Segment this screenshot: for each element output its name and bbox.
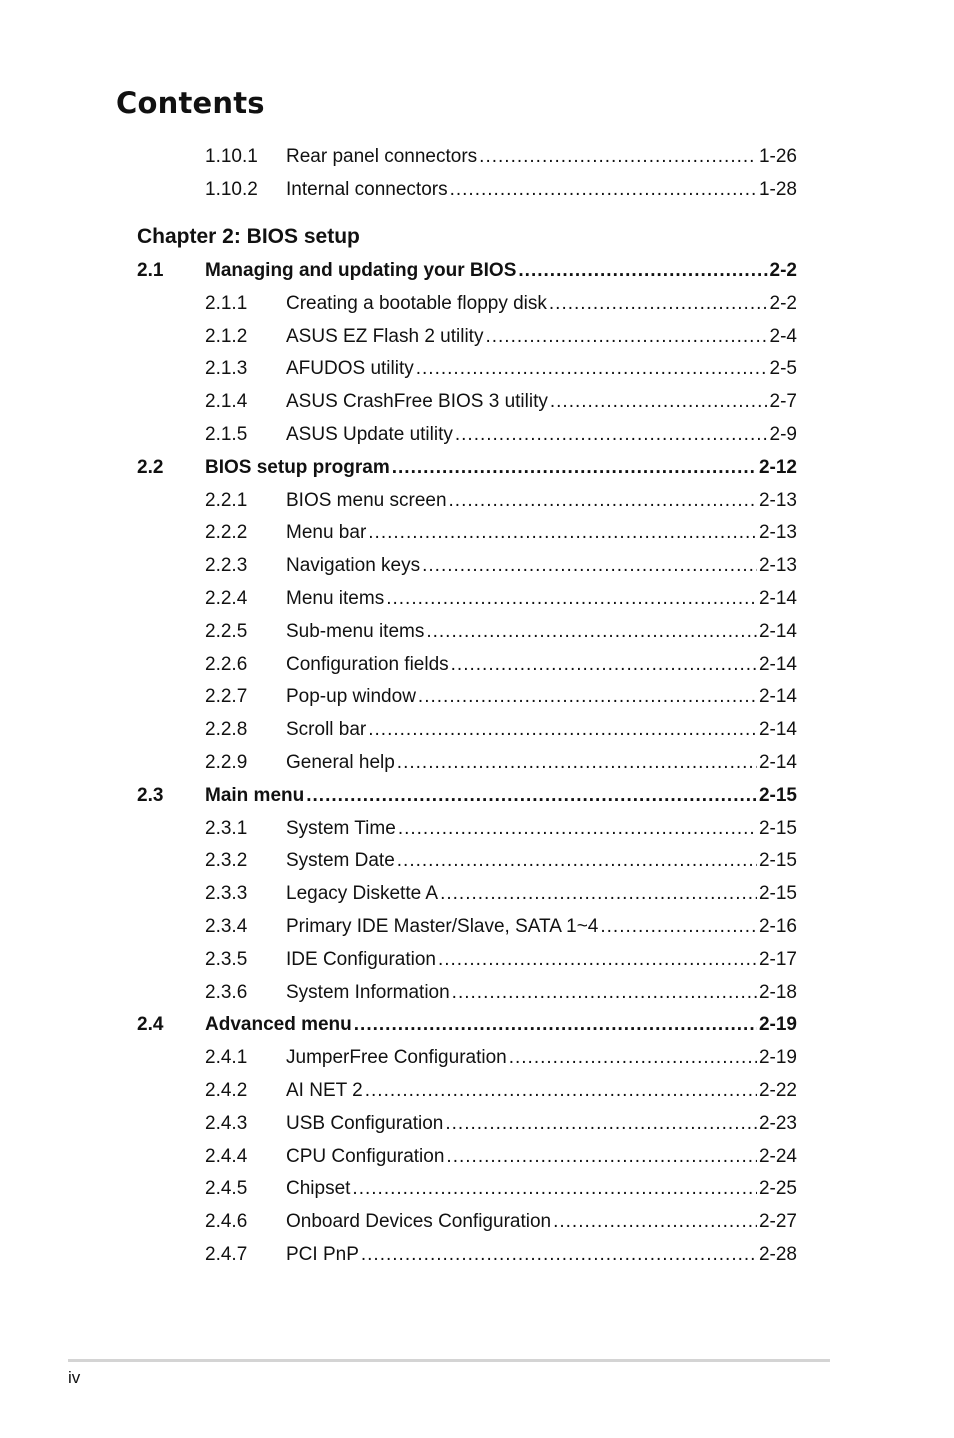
toc-entry-label: IDE Configuration (286, 949, 436, 970)
toc-entry-page: 2-15 (758, 785, 797, 806)
toc-entry-label: Configuration fields (286, 654, 449, 675)
dot-leader (485, 325, 767, 349)
toc-subsection-entry[interactable] (0, 915, 954, 939)
dot-leader (451, 653, 757, 677)
toc-entry-line (286, 521, 797, 545)
dot-leader (479, 145, 757, 169)
dot-leader (361, 1243, 757, 1267)
dot-leader (397, 751, 757, 775)
toc-entry-number: 2.2.7 (205, 686, 248, 707)
toc-entry-label: ASUS CrashFree BIOS 3 utility (286, 391, 548, 412)
toc-entry-line (286, 1046, 797, 1070)
toc-entry-page: 1-26 (758, 146, 797, 167)
toc-entry-page: 2-14 (758, 654, 797, 675)
toc-entry-label: System Information (286, 982, 450, 1003)
toc-entry-line (286, 390, 797, 414)
toc-section-entry[interactable] (0, 259, 954, 283)
toc-entry-number: 2.4.3 (205, 1113, 248, 1134)
toc-entry-number: 1.10.1 (205, 146, 258, 167)
toc-entry-line (286, 587, 797, 611)
toc-entry-label: BIOS menu screen (286, 490, 447, 511)
toc-subsection-entry[interactable] (0, 685, 954, 709)
toc-section-entry[interactable] (0, 456, 954, 480)
toc-entry-page: 2-14 (758, 621, 797, 642)
toc-subsection-entry[interactable] (0, 948, 954, 972)
toc-subsection-entry[interactable] (0, 817, 954, 841)
toc-entry-number: 1.10.2 (205, 179, 258, 200)
toc-entry-line (205, 784, 797, 808)
toc-entry-label: Navigation keys (286, 555, 421, 576)
toc-entry-number: 2.2.5 (205, 621, 248, 642)
toc-subsection-entry[interactable] (0, 489, 954, 513)
dot-leader (368, 718, 757, 742)
toc-entry-line (286, 882, 797, 906)
toc-entry-number: 2.2.4 (205, 588, 248, 609)
toc-subsection-entry[interactable] (0, 521, 954, 545)
toc-entry-line (286, 948, 797, 972)
dot-leader (455, 423, 768, 447)
toc-subsection-entry[interactable] (0, 718, 954, 742)
dot-leader (518, 259, 767, 283)
toc-entry-label: Scroll bar (286, 719, 367, 740)
toc-subsection-entry[interactable] (0, 1177, 954, 1201)
toc-subsection-entry[interactable] (0, 981, 954, 1005)
chapter-heading: Chapter 2: BIOS setup (137, 225, 360, 248)
dot-leader (397, 849, 757, 873)
toc-entry-label: USB Configuration (286, 1113, 444, 1134)
toc-entry-number: 2.4.6 (205, 1211, 248, 1232)
toc-entry-line (286, 915, 797, 939)
toc-entry-number: 2.1.2 (205, 326, 248, 347)
toc-entry-line (286, 981, 797, 1005)
toc-entry-label: Sub-menu items (286, 621, 425, 642)
dot-leader (550, 390, 768, 414)
toc-entry-page: 2-16 (758, 916, 797, 937)
toc-entry-page: 2-13 (758, 522, 797, 543)
toc-subsection-entry[interactable] (0, 292, 954, 316)
toc-entry-page: 2-4 (769, 326, 797, 347)
toc-entry-line (286, 817, 797, 841)
toc-entry-line (286, 325, 797, 349)
toc-entry-page: 2-15 (758, 850, 797, 871)
toc-entry-line (286, 1079, 797, 1103)
toc-entry-number: 2.2.3 (205, 555, 248, 576)
toc-entry-number: 2.1 (137, 260, 164, 281)
toc-entry-label: System Date (286, 850, 395, 871)
page-title: Contents (116, 86, 265, 120)
toc-entry-line (286, 145, 797, 169)
toc-entry-page: 2-28 (758, 1244, 797, 1265)
toc-entry-line (286, 620, 797, 644)
toc-entry-page: 2-17 (758, 949, 797, 970)
toc-entry-page: 2-15 (758, 818, 797, 839)
toc-entry-label: Menu items (286, 588, 385, 609)
toc-entry-label: Main menu (205, 785, 305, 806)
toc-entry-line (286, 1177, 797, 1201)
toc-entry-number: 2.3.2 (205, 850, 248, 871)
toc-entry-line (286, 685, 797, 709)
toc-entry-number: 2.3.1 (205, 818, 248, 839)
toc-entry-label: Legacy Diskette A (286, 883, 439, 904)
toc-entry-line (205, 259, 797, 283)
toc-entry-line (286, 718, 797, 742)
toc-entry-label: Creating a bootable floppy disk (286, 293, 547, 314)
dot-leader (440, 882, 757, 906)
toc-subsection-entry[interactable] (0, 178, 954, 202)
toc-entry-number: 2.3.6 (205, 982, 248, 1003)
toc-entry-line (286, 292, 797, 316)
dot-leader (354, 1013, 757, 1037)
toc-subsection-entry[interactable] (0, 751, 954, 775)
toc-entry-number: 2.2.2 (205, 522, 248, 543)
toc-subsection-entry[interactable] (0, 1210, 954, 1234)
toc-entry-line (205, 456, 797, 480)
toc-entry-label: Chipset (286, 1178, 351, 1199)
dot-leader (306, 784, 757, 808)
toc-subsection-entry[interactable] (0, 1243, 954, 1267)
toc-subsection-entry[interactable] (0, 423, 954, 447)
toc-entry-line (286, 554, 797, 578)
toc-subsection-entry[interactable] (0, 1112, 954, 1136)
toc-entry-number: 2.4.4 (205, 1146, 248, 1167)
toc-entry-number: 2.4.7 (205, 1244, 248, 1265)
toc-entry-number: 2.1.5 (205, 424, 248, 445)
toc-entry-label: Primary IDE Master/Slave, SATA 1~4 (286, 916, 599, 937)
dot-leader (352, 1177, 757, 1201)
toc-entry-label: ASUS Update utility (286, 424, 453, 445)
toc-entry-page: 2-5 (769, 358, 797, 379)
toc-section-entry[interactable] (0, 1013, 954, 1037)
toc-section-entry[interactable] (0, 784, 954, 808)
toc-entry-page: 2-14 (758, 752, 797, 773)
toc-entry-label: General help (286, 752, 395, 773)
toc-subsection-entry[interactable] (0, 587, 954, 611)
toc-entry-label: JumperFree Configuration (286, 1047, 507, 1068)
toc-entry-page: 2-15 (758, 883, 797, 904)
toc-entry-label: Managing and updating your BIOS (205, 260, 517, 281)
dot-leader (398, 817, 757, 841)
toc-entry-label: AI NET 2 (286, 1080, 363, 1101)
toc-subsection-entry[interactable] (0, 390, 954, 414)
toc-subsection-entry[interactable] (0, 1079, 954, 1103)
toc-entry-page: 2-27 (758, 1211, 797, 1232)
toc-entry-page: 2-2 (769, 260, 797, 281)
toc-entry-line (286, 1112, 797, 1136)
toc-entry-line (286, 423, 797, 447)
toc-entry-page: 2-14 (758, 686, 797, 707)
toc-entry-number: 2.3.3 (205, 883, 248, 904)
toc-entry-page: 2-13 (758, 490, 797, 511)
footer-page-number: iv (68, 1368, 81, 1387)
toc-entry-label: System Time (286, 818, 396, 839)
toc-entry-page: 2-18 (758, 982, 797, 1003)
toc-entry-page: 2-22 (758, 1080, 797, 1101)
toc-subsection-entry[interactable] (0, 849, 954, 873)
toc-subsection-entry[interactable] (0, 325, 954, 349)
toc-entry-label: ASUS EZ Flash 2 utility (286, 326, 484, 347)
dot-leader (365, 1079, 757, 1103)
dot-leader (600, 915, 757, 939)
toc-entry-number: 2.4.1 (205, 1047, 248, 1068)
toc-entry-number: 2.3.4 (205, 916, 248, 937)
toc-entry-line (286, 653, 797, 677)
dot-leader (450, 178, 757, 202)
toc-subsection-entry[interactable] (0, 1145, 954, 1169)
toc-entry-page: 2-23 (758, 1113, 797, 1134)
toc-entry-page: 2-19 (758, 1047, 797, 1068)
toc-entry-page: 2-2 (769, 293, 797, 314)
toc-entry-page: 2-14 (758, 588, 797, 609)
toc-entry-line (286, 849, 797, 873)
toc-entry-page: 1-28 (758, 179, 797, 200)
dot-leader (422, 554, 757, 578)
dot-leader (446, 1145, 757, 1169)
dot-leader (452, 981, 757, 1005)
toc-entry-number: 2.3 (137, 785, 164, 806)
toc-entry-line (286, 489, 797, 513)
dot-leader (426, 620, 757, 644)
toc-entry-page: 2-12 (758, 457, 797, 478)
toc-entry-label: Menu bar (286, 522, 367, 543)
toc-entry-label: CPU Configuration (286, 1146, 445, 1167)
toc-entry-number: 2.1.3 (205, 358, 248, 379)
toc-entry-label: PCI PnP (286, 1244, 359, 1265)
toc-entry-page: 2-7 (769, 391, 797, 412)
toc-entry-number: 2.2.6 (205, 654, 248, 675)
toc-subsection-entry[interactable] (0, 357, 954, 381)
toc-entry-label: Internal connectors (286, 179, 448, 200)
toc-entry-line (286, 1243, 797, 1267)
dot-leader (368, 521, 757, 545)
toc-entry-line (205, 1013, 797, 1037)
toc-entry-number: 2.2.9 (205, 752, 248, 773)
dot-leader (416, 357, 768, 381)
toc-entry-number: 2.4.5 (205, 1178, 248, 1199)
toc-subsection-entry[interactable] (0, 1046, 954, 1070)
footer-divider (68, 1359, 830, 1362)
toc-entry-number: 2.1.1 (205, 293, 248, 314)
toc-entry-label: Onboard Devices Configuration (286, 1211, 552, 1232)
dot-leader (418, 685, 757, 709)
toc-entry-line (286, 1210, 797, 1234)
toc-entry-label: Pop-up window (286, 686, 416, 707)
toc-entry-line (286, 1145, 797, 1169)
toc-entry-number: 2.2.8 (205, 719, 248, 740)
dot-leader (386, 587, 757, 611)
toc-entry-line (286, 751, 797, 775)
dot-leader (553, 1210, 757, 1234)
toc-entry-page: 2-14 (758, 719, 797, 740)
toc-entry-number: 2.4 (137, 1014, 164, 1035)
dot-leader (445, 1112, 757, 1136)
toc-entry-number: 2.3.5 (205, 949, 248, 970)
toc-entry-page: 2-25 (758, 1178, 797, 1199)
toc-entry-number: 2.1.4 (205, 391, 248, 412)
dot-leader (509, 1046, 757, 1070)
toc-entry-label: BIOS setup program (205, 457, 390, 478)
dot-leader (438, 948, 757, 972)
toc-entry-page: 2-19 (758, 1014, 797, 1035)
toc-subsection-entry[interactable] (0, 882, 954, 906)
toc-subsection-entry[interactable] (0, 145, 954, 169)
toc-entry-label: Rear panel connectors (286, 146, 478, 167)
toc-entry-number: 2.2.1 (205, 490, 248, 511)
toc-entry-page: 2-9 (769, 424, 797, 445)
toc-entry-page: 2-24 (758, 1146, 797, 1167)
toc-entry-page: 2-13 (758, 555, 797, 576)
dot-leader (392, 456, 757, 480)
toc-entry-line (286, 357, 797, 381)
toc-entry-number: 2.2 (137, 457, 164, 478)
toc-entry-label: Advanced menu (205, 1014, 352, 1035)
toc-entry-line (286, 178, 797, 202)
dot-leader (549, 292, 768, 316)
dot-leader (449, 489, 757, 513)
toc-subsection-entry[interactable] (0, 554, 954, 578)
toc-subsection-entry[interactable] (0, 620, 954, 644)
toc-entry-number: 2.4.2 (205, 1080, 248, 1101)
toc-entry-label: AFUDOS utility (286, 358, 414, 379)
toc-subsection-entry[interactable] (0, 653, 954, 677)
